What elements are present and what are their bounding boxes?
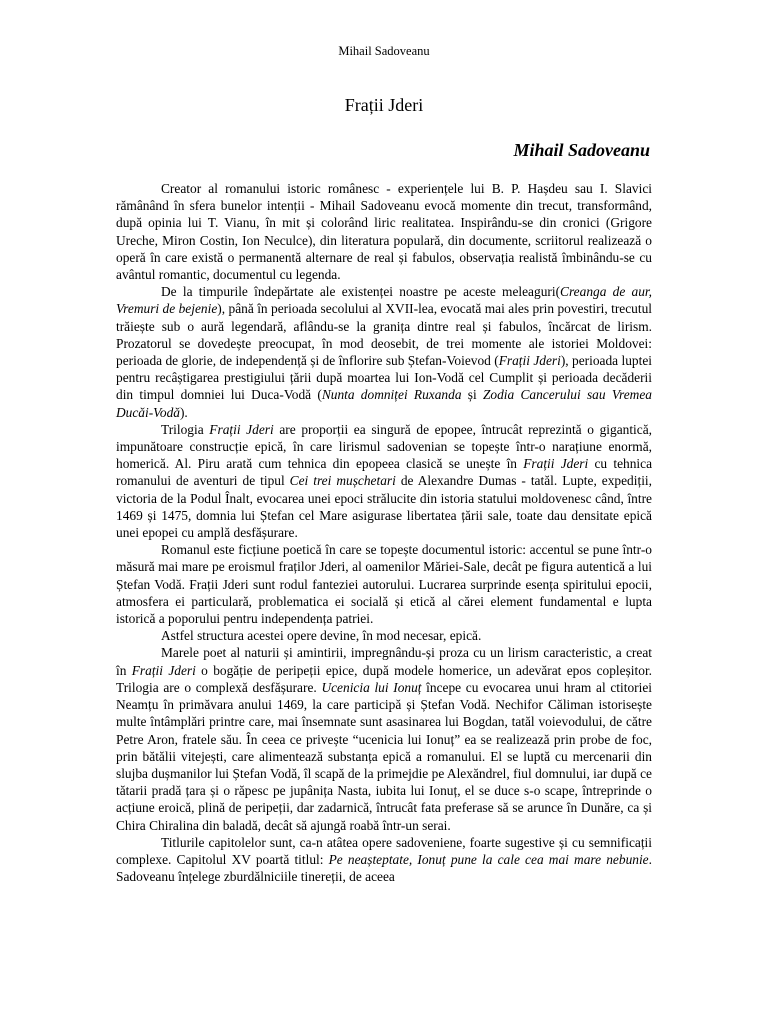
text-run: Romanul este ficțiune poetică în care se topește documentul istoric: accentul se pune într-o măsură mai mare pe eroismul fraților Jderi, al oamenilor Măriei-Sale, decât pe figura autentică a lui Ștefan Vodă. Frații Jderi sunt rodul fanteziei autorului. Lucrarea surprinde esența spiritului epocii, atmosfera ei particulară, problematica ei socială și etică al cărei element fundamental e lupta istorică a poporului pentru independența patriei.: [116, 542, 652, 627]
text-run: de Alexandre Dumas - tatăl. Lupte, expediții, victoria de la Podul Înalt, evocarea unei epoci strălucite din istoria statului moldovenesc când, între 1469 și 1475, domnia lui Ștefan cel Mare asigurase libertatea țării sale, toate dau densitate epică unei epopei cu amplă desfășurare.: [116, 473, 652, 541]
document-title: Frații Jderi: [344, 95, 424, 115]
italic-text: Frații Jderi: [209, 421, 274, 437]
running-header: Mihail Sadoveanu: [338, 44, 430, 58]
italic-text: Creanga de aur, Vremuri de bejenie: [116, 284, 653, 317]
italic-text: Frații Jderi: [131, 662, 196, 678]
text-run: are proporții ea singură de epopee, întrucât reprezintă o gigantică, impunătoare construcție epică, în care lirismul sadovenian se topește într-o narațiune enormă, homerică. Al. Piru arată cum tehnica din epopeea clasică se unește în: [116, 421, 653, 472]
text-run: Titlurile capitolelor sunt, ca-n atâtea opere sadoveniene, foarte sugestive și cu semnificații complexe. Capitolul XV poartă titlul:: [116, 834, 652, 867]
italic-text: Frații Jderi: [498, 353, 561, 369]
text-run: . Sadoveanu înțelege zburdălniciile tinereții, de aceea: [116, 851, 652, 885]
paragraph: [116, 283, 652, 421]
paragraph: [116, 644, 652, 833]
body-text: [116, 180, 652, 885]
text-run: Marele poet al naturii și amintirii, impregnându-și proza cu un lirism caracteristic, a creat în: [116, 645, 652, 678]
text-run: ), până în perioada secolului al XVII-lea, evocată mai ales prin povestiri, trecutul trăiește sub o aură legendară, aflându-se la granița dintre real și fabulos, încărcat de lirism. Prozatorul se dovedește preocupat, în mod deosebit, de trei momente ale istoriei Moldovei: perioada de glorie, de independență și de înflorire sub Ștefan-Voievod (: [116, 301, 652, 369]
italic-text: Pe neașteptate, Ionuț pune la cale cea mai mare nebunie: [328, 851, 649, 867]
paragraph: [116, 421, 652, 541]
text-run: începe cu evocarea unui hram al ctitoriei Neamțu în primăvara anului 1469, la care participă și Ștefan Vodă. Nechifor Căliman istorisește multe întâmplări printre care, mai însemnate sunt asasinarea lui Bogdan, tatăl voievodului, de către Petre Aron, fratele său. În ceea ce privește “ucenicia lui Ionuț” ea se realizează prin probe de foc, prin bătălii vitejești, care alimentează substanța epică a romanului. El se luptă cu mercenarii din slujba dușmanilor lui Ștefan Vodă, îl scapă de la primejdie pe Alexăndrel, fiul domnului, iar după ce tătarii pradă țara și o răpesc pe jupânița Nasta, iubita lui Ionuț, el se duce s-o scape, întreprinde o acțiune eroică, plină de peripeții, dar zadarnică, întrucât fata preferase să se arunce în Dunăre, ca și Chira Chiralina din baladă, decât să ajungă roabă într-un serai.: [116, 679, 652, 833]
text-run: și: [461, 387, 483, 403]
italic-text: Frații Jderi: [523, 456, 589, 472]
text-run: cu tehnica romanului de aventuri de tipul: [116, 456, 653, 489]
text-run: Creator al romanului istoric românesc - experiențele lui B. P. Hașdeu sau I. Slavici rămânând în sfera bunelor intenții - Mihail Sadoveanu evocă momente din trecut, transformând, după opinia lui T. Vianu, în mit și colorând liric realitatea. Inspirându-se din cronici (Grigore Ureche, Miron Costin, Ion Neculce), din literatura populară, din documente, scriitorul realizează o operă în care există o permanentă alternare de real și fabulos, observația realistă îmbinându-se cu avântul romantic, documentul cu legenda.: [116, 181, 652, 283]
italic-text: Nunta domniței Ruxanda: [321, 387, 462, 403]
document-author: Mihail Sadoveanu: [513, 140, 650, 160]
text-run: Astfel structura acestei opere devine, în mod necesar, epică.: [161, 628, 482, 644]
text-run: De la timpurile îndepărtate ale existenței noastre pe aceste meleaguri(: [161, 284, 561, 300]
text-run: ), perioada luptei pentru recâștigarea prestigiului țării după moartea lui Ion-Vodă cel Cumplit și perioada decăderii din timpul domniei lui Duca-Vodă (: [116, 353, 652, 403]
text-run: Trilogia: [161, 421, 210, 437]
text-run: ).: [179, 404, 188, 420]
paragraph: [116, 180, 652, 283]
italic-text: Cei trei mușchetari: [289, 473, 396, 489]
italic-text: Ucenicia lui Ionuț: [321, 679, 422, 695]
paragraph: [116, 834, 652, 886]
text-run: o bogăție de peripeții epice, după modele homerice, un adevărat epos copleșitor. Trilogia are o complexă desfășurare.: [116, 662, 653, 695]
paragraph: [116, 541, 652, 627]
italic-text: Zodia Cancerului sau Vremea Ducăi-Vodă: [116, 387, 652, 420]
paragraph: [116, 627, 652, 644]
